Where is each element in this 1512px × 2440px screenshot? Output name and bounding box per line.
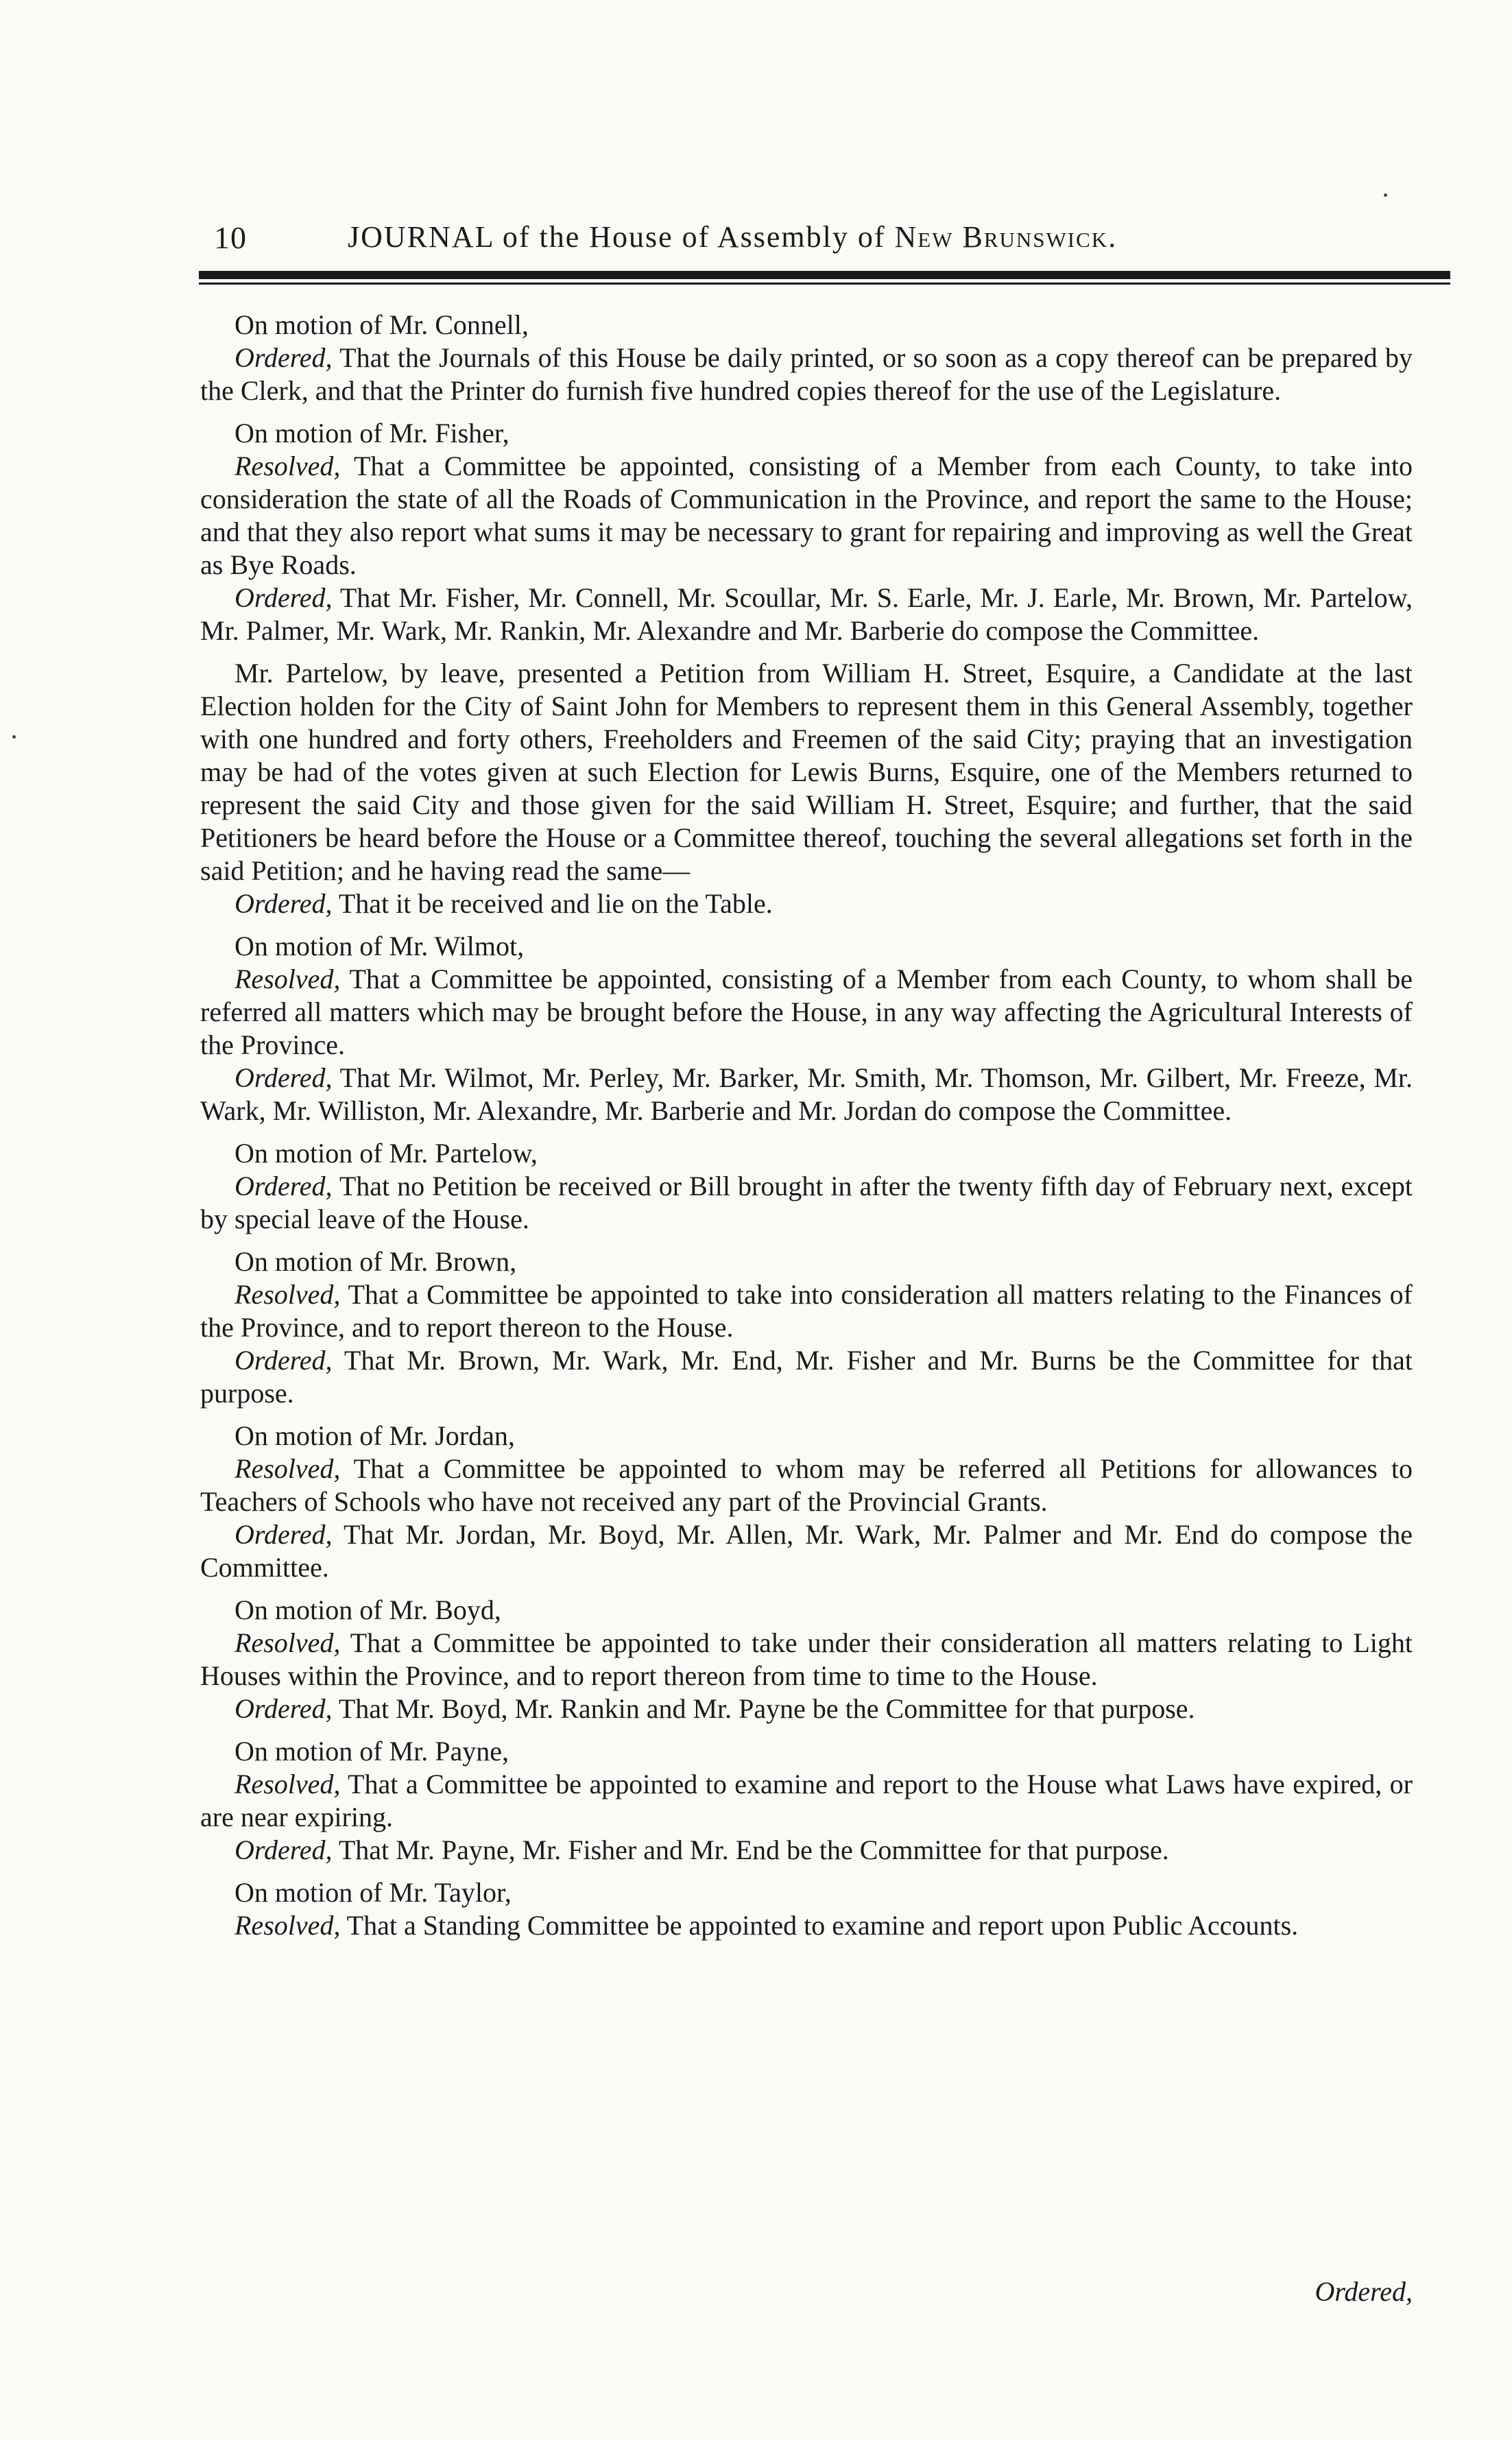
motion-text: That a Committee be appointed to whom may be referred all Petitions for allowances to Teachers of Schools who have not received any part of the Provincial Grants. xyxy=(200,1453,1413,1517)
running-title xyxy=(348,219,1117,254)
motion-paragraph xyxy=(200,342,1413,407)
running-title-province: New Brunswick. xyxy=(894,220,1118,254)
motion-intro: On motion of Mr. Jordan, xyxy=(235,1420,515,1451)
motion-paragraph xyxy=(200,1693,1413,1725)
motion-label: Resolved, xyxy=(235,1769,341,1799)
catchword: Ordered, xyxy=(1315,2276,1413,2307)
motion-label: Resolved, xyxy=(235,1279,341,1310)
print-speck xyxy=(1384,193,1387,197)
motion-paragraph xyxy=(200,450,1413,582)
motion-entry xyxy=(200,1420,1413,1584)
motion-text: That a Standing Committee be appointed to examine and report upon Public Accounts. xyxy=(340,1910,1299,1941)
motion-entry xyxy=(200,1245,1413,1410)
motion-text: Mr. Partelow, by leave, presented a Petition from William H. Street, Esquire, a Candidate at the last Election holden for the City of Saint John for Members to represent them in this General Assembly, together with one hundred and forty others, Freeholders and Freemen of the said City; praying that an investigation may be had of the votes given at such Election for Lewis Burns, Esquire, one of the Members returned to represent the said City and those given for the said William H. Street, Esquire; and further, that the said Petitioners be heard before the House or a Committee thereof, touching the several allegations set forth in the said Petition; and he having read the same— xyxy=(200,658,1413,886)
print-speck xyxy=(12,735,16,739)
journal-body xyxy=(200,309,1413,1952)
motion-paragraph xyxy=(200,582,1413,647)
motion-label: Ordered, xyxy=(235,1062,333,1093)
motion-intro: On motion of Mr. Fisher, xyxy=(235,418,509,448)
motion-paragraph xyxy=(200,1170,1413,1236)
motion-entry xyxy=(200,657,1413,920)
motion-text: That the Journals of this House be daily printed, or so soon as a copy thereof can be prepared by the Clerk, and that the Printer do furnish five hundred copies thereof for the use of the Legislature. xyxy=(200,342,1413,406)
motion-label: Resolved, xyxy=(235,1453,341,1484)
motion-entry xyxy=(200,930,1413,1127)
motion-entry xyxy=(200,1876,1413,1942)
motion-label: Ordered, xyxy=(235,1171,333,1201)
motion-paragraph xyxy=(200,1452,1413,1518)
motion-intro: On motion of Mr. Partelow, xyxy=(235,1138,538,1169)
motion-text: That a Committee be appointed, consisting of a Member from each County, to take into consideration the state of all the Roads of Communication in the Province, and report the same to the House; and that they also report what sums it may be necessary to grant for repairing and improving as well the Great as Bye Roads. xyxy=(200,451,1413,580)
motion-text: That Mr. Brown, Mr. Wark, Mr. End, Mr. Fisher and Mr. Burns be the Committee for that purpose. xyxy=(200,1345,1413,1409)
running-title-main: JOURNAL of the House of Assembly of xyxy=(348,220,895,254)
motion-label: Resolved, xyxy=(235,451,341,481)
motion-text: That a Committee be appointed to take under their consideration all matters relating to Light Houses within the Province, and to report thereon from time to time to the House. xyxy=(200,1627,1413,1691)
motion-entry xyxy=(200,1137,1413,1236)
motion-text: That a Committee be appointed to take into consideration all matters relating to the Finances of the Province, and to report thereon to the House. xyxy=(200,1279,1413,1343)
motion-text: That Mr. Wilmot, Mr. Perley, Mr. Barker, Mr. Smith, Mr. Thomson, Mr. Gilbert, Mr. Freeze, Mr. Wark, Mr. Williston, Mr. Alexandre, Mr. Barberie and Mr. Jordan do compose the Committee. xyxy=(200,1062,1413,1126)
motion-entry xyxy=(200,309,1413,407)
motion-label: Ordered, xyxy=(235,1834,333,1865)
motion-text: That Mr. Payne, Mr. Fisher and Mr. End be the Committee for that purpose. xyxy=(332,1834,1169,1865)
motion-intro: On motion of Mr. Payne, xyxy=(235,1736,509,1767)
motion-intro: On motion of Mr. Wilmot, xyxy=(235,931,525,961)
motion-entry xyxy=(200,1735,1413,1867)
motion-paragraph xyxy=(200,1062,1413,1127)
motion-label: Ordered, xyxy=(235,1693,333,1724)
motion-label: Ordered, xyxy=(235,342,333,373)
motion-text: That Mr. Boyd, Mr. Rankin and Mr. Payne be the Committee for that purpose. xyxy=(332,1693,1195,1724)
motion-text: That Mr. Jordan, Mr. Boyd, Mr. Allen, Mr. Wark, Mr. Palmer and Mr. End do compose the Committee. xyxy=(200,1519,1413,1583)
motion-paragraph xyxy=(200,1834,1413,1867)
motion-label: Ordered, xyxy=(235,1519,333,1550)
motion-text: That it be received and lie on the Table. xyxy=(332,888,773,919)
motion-text: That Mr. Fisher, Mr. Connell, Mr. Scoullar, Mr. S. Earle, Mr. J. Earle, Mr. Brown, Mr. Partelow, Mr. Palmer, Mr. Wark, Mr. Rankin, Mr. Alexandre and Mr. Barberie do compose the Committee. xyxy=(200,582,1413,646)
motion-paragraph xyxy=(200,1627,1413,1693)
motion-intro: On motion of Mr. Connell, xyxy=(235,309,529,340)
motion-intro: On motion of Mr. Taylor, xyxy=(235,1877,512,1908)
motion-label: Resolved, xyxy=(235,1627,341,1658)
motion-label: Resolved, xyxy=(235,964,341,994)
header-rule-thin xyxy=(199,283,1450,285)
motion-paragraph xyxy=(200,1909,1413,1942)
motion-paragraph xyxy=(200,657,1413,887)
motion-intro: On motion of Mr. Brown, xyxy=(235,1246,517,1277)
motion-label: Resolved, xyxy=(235,1910,341,1941)
motion-text: That a Committee be appointed, consisting of a Member from each County, to whom shall be referred all matters which may be brought before the House, in any way affecting the Agricultural Interests of the Province. xyxy=(200,964,1413,1060)
motion-label: Ordered, xyxy=(235,888,333,919)
motion-entry xyxy=(200,1594,1413,1725)
motion-paragraph xyxy=(200,1518,1413,1584)
motion-paragraph xyxy=(200,1344,1413,1410)
motion-text: That no Petition be received or Bill brought in after the twenty fifth day of February next, except by special leave of the House. xyxy=(200,1171,1413,1234)
page-number: 10 xyxy=(214,220,247,255)
motion-label: Ordered, xyxy=(235,582,333,613)
motion-paragraph xyxy=(200,1278,1413,1344)
motion-intro: On motion of Mr. Boyd, xyxy=(235,1594,501,1625)
motion-paragraph xyxy=(200,1768,1413,1834)
motion-paragraph xyxy=(200,887,1413,920)
motion-entry xyxy=(200,417,1413,647)
motion-paragraph xyxy=(200,963,1413,1062)
motion-text: That a Committee be appointed to examine and report to the House what Laws have expired, or are near expiring. xyxy=(200,1769,1413,1832)
motion-label: Ordered, xyxy=(235,1345,333,1376)
page-header xyxy=(214,219,1448,261)
header-rule-thick xyxy=(199,271,1450,279)
